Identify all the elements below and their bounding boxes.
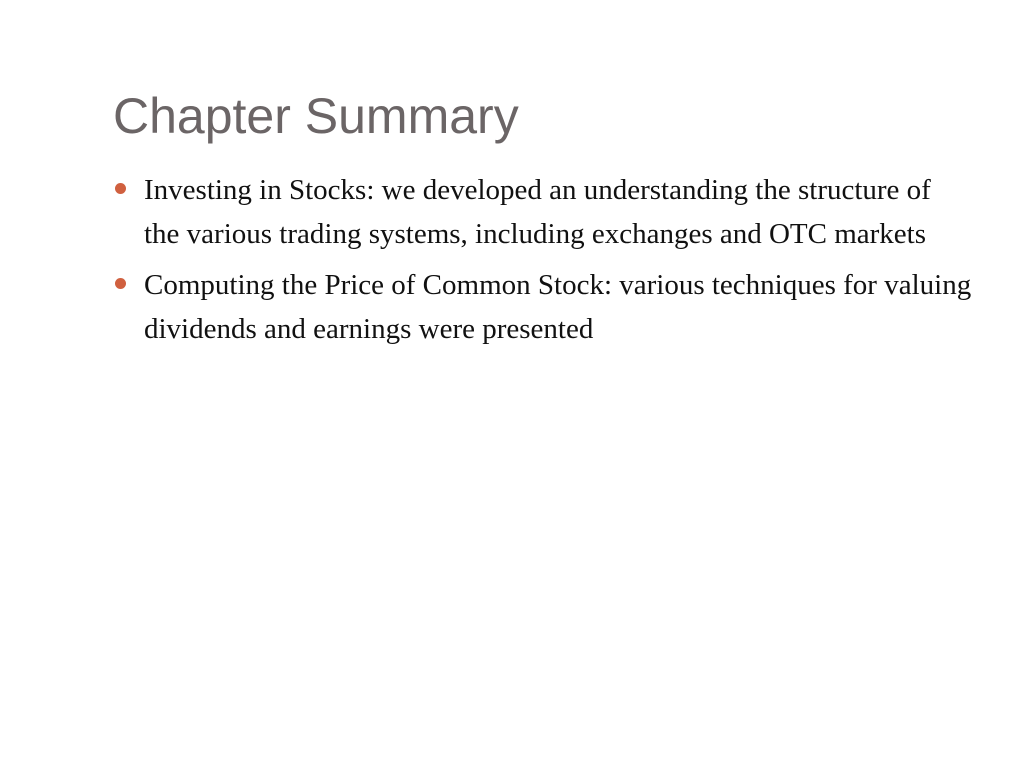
bullet-item [113, 168, 973, 256]
bullet-text: Investing in Stocks: we developed an understanding the structure of the various trading systems, including exchanges and OTC markets [144, 174, 931, 250]
bullet-icon [115, 278, 126, 289]
bullet-list [113, 168, 973, 358]
bullet-item [113, 263, 973, 351]
slide-title: Chapter Summary [113, 88, 519, 144]
bullet-icon [115, 183, 126, 194]
bullet-text: Computing the Price of Common Stock: various techniques for valuing dividends and earnings were presented [144, 269, 972, 345]
